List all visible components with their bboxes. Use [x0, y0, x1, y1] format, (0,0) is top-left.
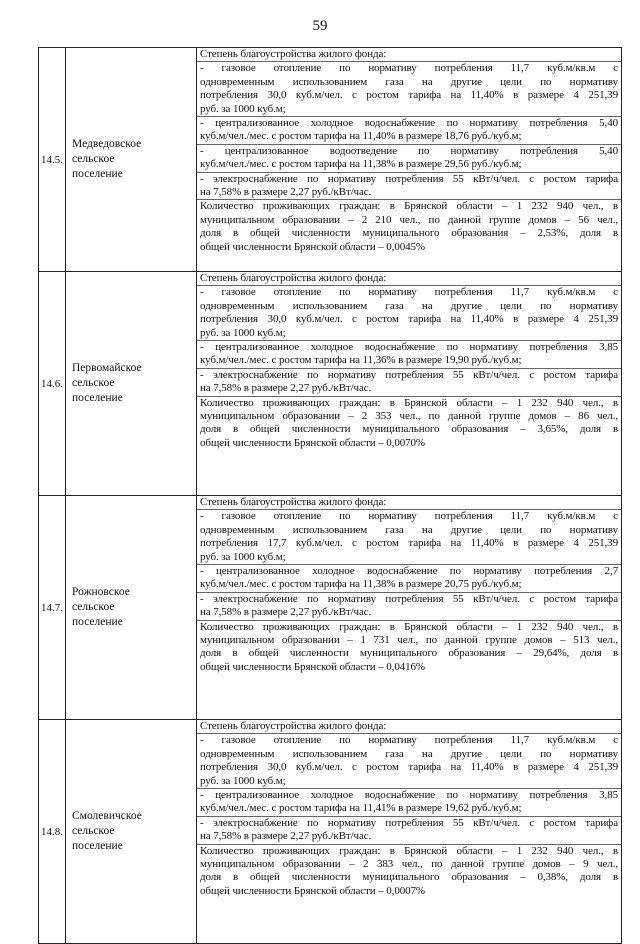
water-supply-text: - централизованное холодное водоснабжение по нормативу потребления 2,7 — [200, 565, 618, 578]
gas-supply-text: - газовое отопление по нормативу потребления 11,7 куб.м/кв.м с — [200, 62, 618, 75]
electricity-text: - электроснабжение по нормативу потребления 55 кВт/ч/чел. с ростом тарифа — [200, 592, 618, 605]
population-text: доля в общей численности муниципального образования – 2,53%, доля в — [200, 227, 618, 240]
table-row — [39, 272, 622, 496]
water-supply-text: куб.м/чел./мес. с ростом тарифа на 11,41% в размере 19,62 руб./куб.м; — [197, 802, 621, 816]
electricity-text: - электроснабжение по нормативу потребления 55 кВт/ч/чел. с ростом тарифа — [200, 172, 618, 185]
row-number: 14.7. — [39, 496, 66, 720]
gas-supply-text: потребления 30,0 куб.м/чел. с ростом тарифа на 11,40% в размере 4 251,39 — [200, 761, 618, 774]
gas-supply-text: одновременным использованием газа на другие цели по нормативу — [200, 75, 618, 88]
settlement-description — [197, 496, 622, 720]
electricity-text: на 7,58% в размере 2,27 руб./кВт/час. — [197, 186, 621, 200]
gas-supply-text: одновременным использованием газа на другие цели по нормативу — [200, 523, 618, 536]
settlement-name-line: сельское — [72, 153, 115, 165]
population-text: общей численности Брянской области – 0,0070% — [200, 436, 425, 449]
settlement-name-line: Первомайское — [72, 362, 142, 374]
settlement-name — [66, 720, 197, 944]
settlement-name — [66, 496, 197, 720]
settlement-name-line: сельское — [72, 601, 115, 613]
row-number: 14.5. — [39, 48, 66, 272]
gas-supply-text: руб. за 1000 куб.м; — [197, 103, 621, 117]
water-supply-text: куб.м/чел./мес. с ростом тарифа на 11,38% в размере 20,75 руб./куб.м; — [197, 578, 621, 592]
settlement-name — [66, 48, 197, 272]
electricity-text: - электроснабжение по нормативу потребления 55 кВт/ч/чел. с ростом тарифа — [200, 816, 618, 829]
settlement-description — [197, 272, 622, 496]
table-row — [39, 496, 622, 720]
gas-supply-text: - газовое отопление по нормативу потребления 11,7 куб.м/кв.м с — [200, 286, 618, 299]
population-text: доля в общей численности муниципального образования – 3,65%, доля в — [200, 423, 618, 436]
settlement-name-line: Смолевичское — [72, 810, 142, 822]
population-text: доля в общей численности муниципального образования – 0,38%, доля в — [200, 871, 618, 884]
settlement-name-line: Медведовское — [72, 138, 142, 150]
population-text: общей численности Брянской области – 0,0416% — [200, 660, 425, 673]
population-text: Количество проживающих граждан: в Брянской области – 1 232 940 чел., в — [200, 396, 618, 409]
electricity-text: - электроснабжение по нормативу потребления 55 кВт/ч/чел. с ростом тарифа — [200, 368, 618, 381]
electricity-text: на 7,58% в размере 2,27 руб./кВт/час. — [197, 382, 621, 396]
heading-line: Степень благоустройства жилого фонда: — [197, 496, 621, 510]
heading-line: Степень благоустройства жилого фонда: — [197, 720, 621, 734]
gas-supply-text: одновременным использованием газа на другие цели по нормативу — [200, 747, 618, 760]
water-supply-text: - централизованное холодное водоснабжение по нормативу потребления 3,85 — [200, 789, 618, 802]
table-row — [39, 48, 622, 272]
water-supply-text: - централизованное холодное водоснабжение по нормативу потребления 5,40 — [200, 117, 618, 130]
population-text: общей численности Брянской области – 0,0007% — [200, 884, 425, 897]
population-text: муниципальном образовании – 1 731 чел., по данной группе домов – 513 чел., — [200, 634, 618, 647]
settlement-name-line: поселение — [72, 616, 123, 628]
settlement-name-line: сельское — [72, 825, 115, 837]
settlement-name-line: поселение — [72, 392, 123, 404]
population-text: общей численности Брянской области – 0,0045% — [200, 240, 425, 253]
gas-supply-text: потребления 30,0 куб.м/чел. с ростом тарифа на 11,40% в размере 4 251,39 — [200, 89, 618, 102]
drainage-text: куб.м/чел./мес. с ростом тарифа на 11,38% в размере 29,56 руб./куб.м; — [197, 158, 621, 172]
heading-line: Степень благоустройства жилого фонда: — [197, 272, 621, 286]
row-number: 14.6. — [39, 272, 66, 496]
row-number: 14.8. — [39, 720, 66, 944]
drainage-text: - централизованное водоотведение по нормативу потребления 5,40 — [200, 144, 618, 157]
population-text: муниципальном образовании – 2 353 чел., по данной группе домов – 86 чел., — [200, 410, 618, 423]
water-supply-text: - централизованное холодное водоснабжение по нормативу потребления 3,85 — [200, 341, 618, 354]
gas-supply-text: руб. за 1000 куб.м; — [197, 551, 621, 565]
population-text: муниципальном образовании – 2 383 чел., по данной группе домов – 9 чел., — [200, 858, 618, 871]
electricity-text: на 7,58% в размере 2,27 руб./кВт/час. — [197, 606, 621, 620]
gas-supply-text: руб. за 1000 куб.м; — [197, 327, 621, 341]
tariff-table — [38, 47, 622, 944]
settlement-name-line: поселение — [72, 168, 123, 180]
gas-supply-text: - газовое отопление по нормативу потребления 11,7 куб.м/кв.м с — [200, 510, 618, 523]
gas-supply-text: одновременным использованием газа на другие цели по нормативу — [200, 299, 618, 312]
population-text: Количество проживающих граждан: в Брянской области – 1 232 940 чел., в — [200, 844, 618, 857]
heading-line: Степень благоустройства жилого фонда: — [197, 48, 621, 62]
table-row — [39, 720, 622, 944]
population-text: Количество проживающих граждан: в Брянской области – 1 232 940 чел., в — [200, 200, 618, 213]
page-number: 59 — [312, 18, 328, 34]
gas-supply-text: - газовое отопление по нормативу потребления 11,7 куб.м/кв.м с — [200, 734, 618, 747]
population-text: Количество проживающих граждан: в Брянской области – 1 232 940 чел., в — [200, 620, 618, 633]
settlement-name-line: поселение — [72, 840, 123, 852]
electricity-text: на 7,58% в размере 2,27 руб./кВт/час. — [197, 830, 621, 844]
gas-supply-text: потребления 30,0 куб.м/чел. с ростом тарифа на 11,40% в размере 4 251,39 — [200, 313, 618, 326]
settlement-name — [66, 272, 197, 496]
population-text: доля в общей численности муниципального образования – 29,64%, доля в — [200, 647, 618, 660]
water-supply-text: куб.м/чел./мес. с ростом тарифа на 11,36% в размере 19,90 руб./куб.м; — [197, 354, 621, 368]
settlement-name-line: Рожновское — [72, 586, 130, 598]
gas-supply-text: потребления 17,7 куб.м/чел. с ростом тарифа на 11,40% в размере 4 251,39 — [200, 537, 618, 550]
settlement-description — [197, 48, 622, 272]
settlement-name-line: сельское — [72, 377, 115, 389]
population-text: муниципальном образовании – 2 210 чел., по данной группе домов – 56 чел., — [200, 213, 618, 226]
water-supply-text: куб.м/чел./мес. с ростом тарифа на 11,40% в размере 18,76 руб./куб.м; — [197, 130, 621, 144]
settlement-description — [197, 720, 622, 944]
gas-supply-text: руб. за 1000 куб.м; — [197, 775, 621, 789]
